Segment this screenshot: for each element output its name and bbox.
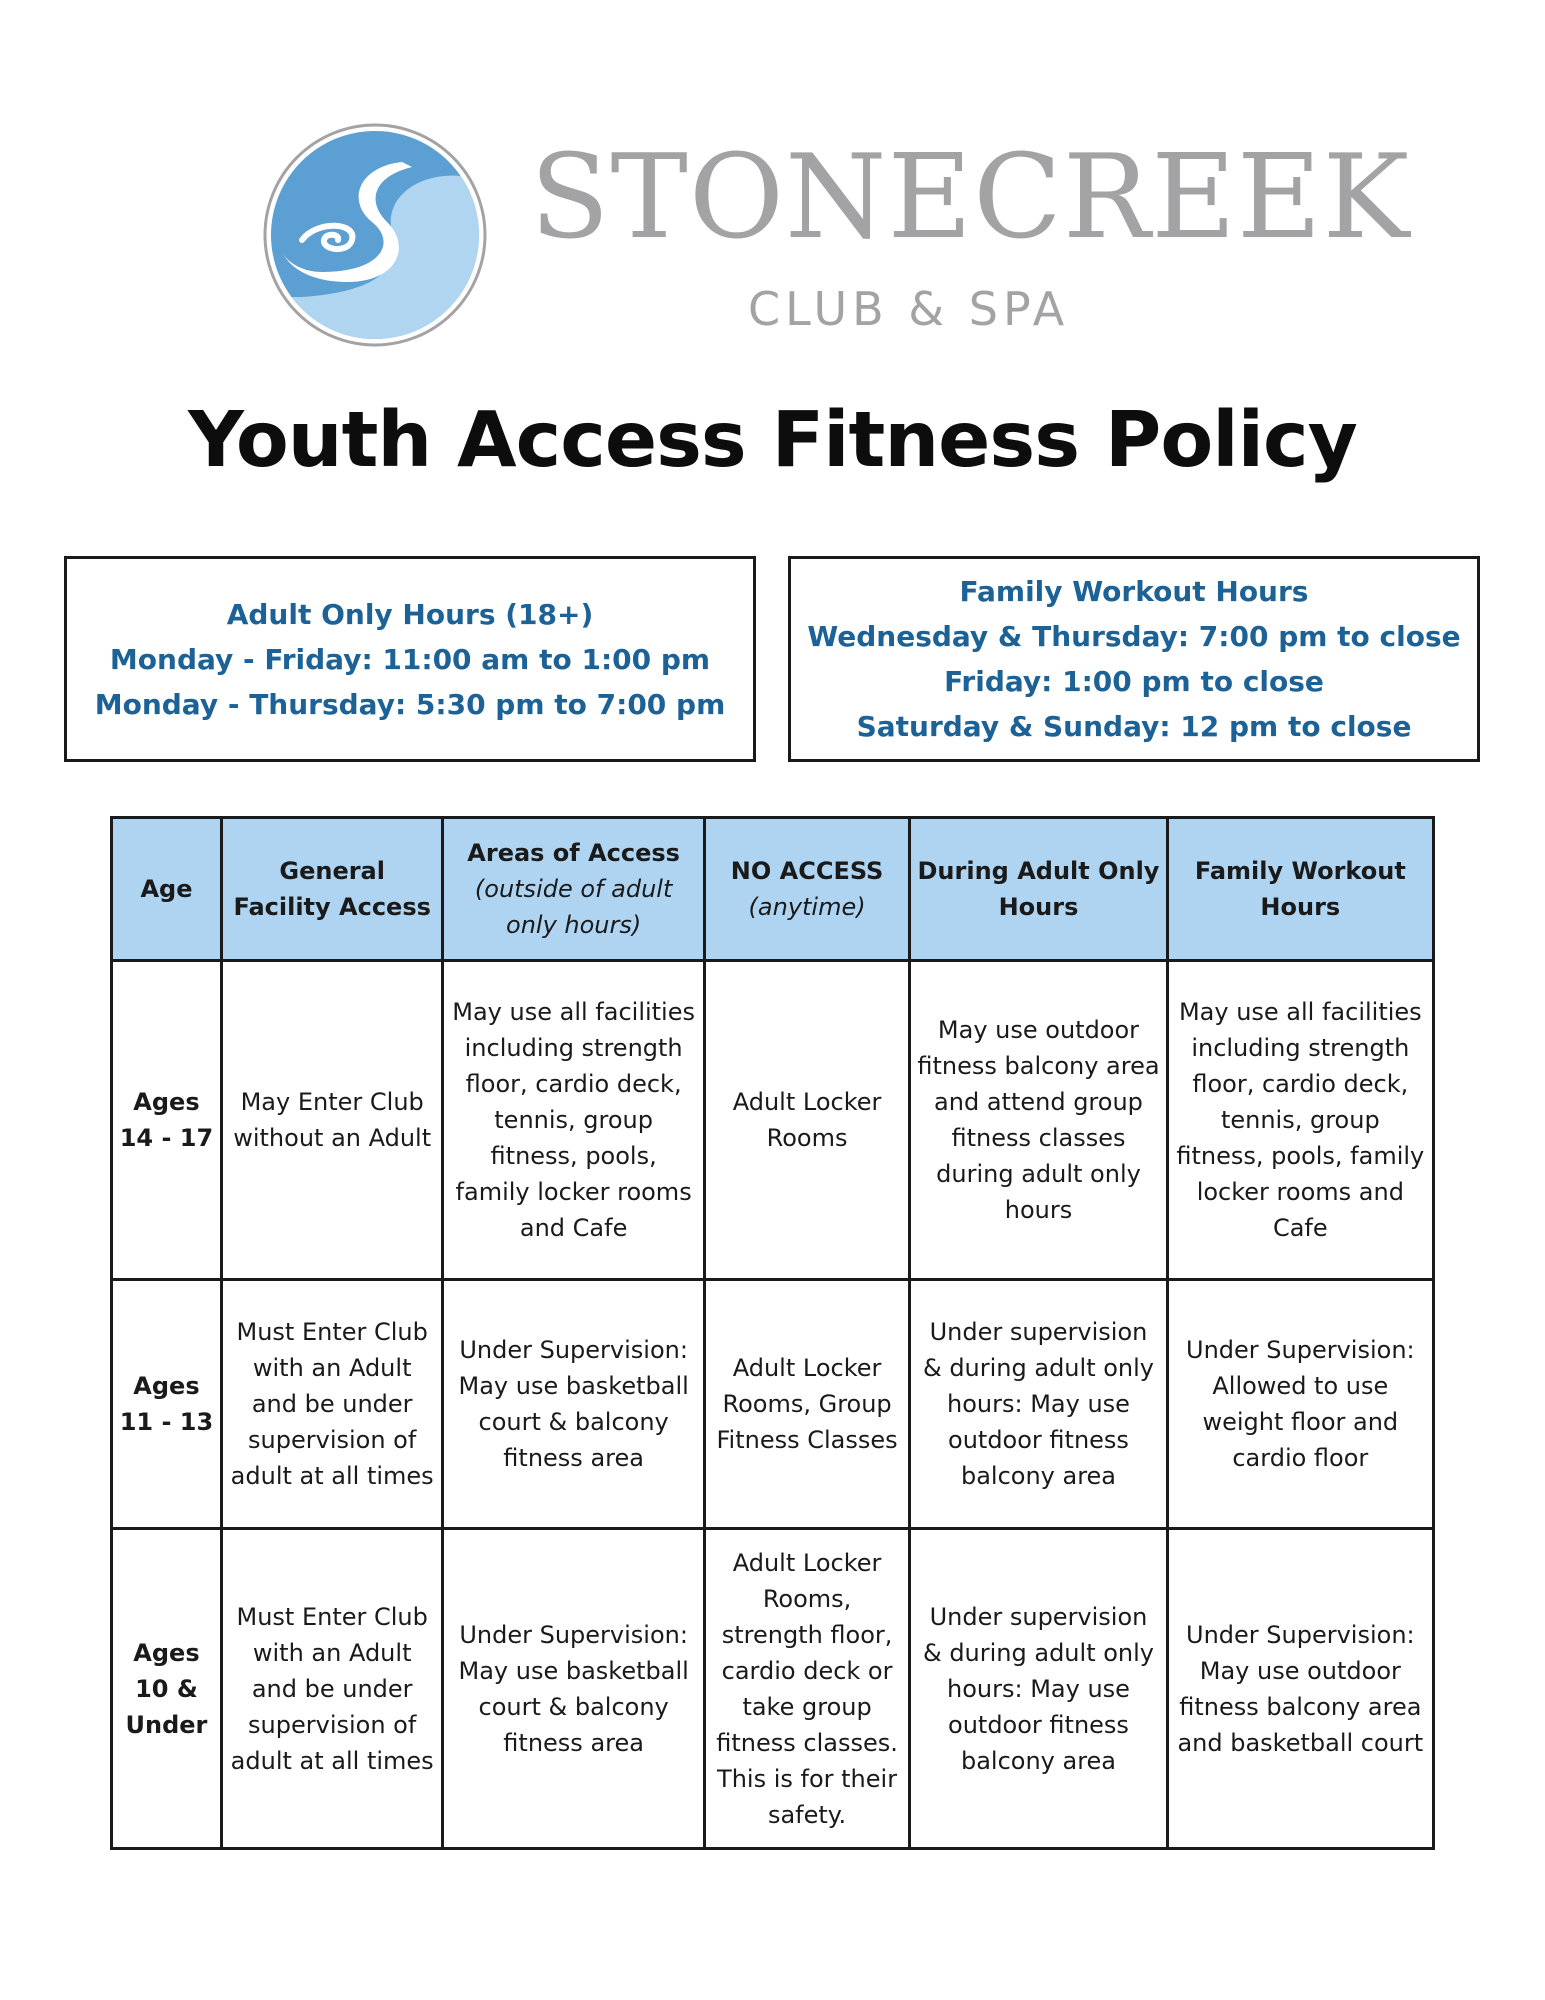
table-cell: Under Supervision: May use basketball court & balcony fitness area — [443, 1529, 704, 1849]
table-cell: Under Supervision: May use outdoor fitness balcony area and basketball court — [1167, 1529, 1433, 1849]
header-label: General Facility Access — [233, 857, 431, 921]
header-family-workout-hours — [1167, 818, 1433, 961]
adult-hours-line: Monday - Friday: 11:00 am to 1:00 pm — [109, 642, 711, 676]
table-row — [112, 961, 1434, 1280]
family-hours-line: Wednesday & Thursday: 7:00 pm to close — [807, 620, 1461, 653]
age-cell: Ages 11 - 13 — [112, 1280, 222, 1529]
header-label: Areas of Access — [467, 839, 680, 867]
family-hours-line: Saturday & Sunday: 12 pm to close — [856, 710, 1412, 743]
header-label: Age — [140, 875, 193, 903]
table-cell: Adult Locker Rooms, strength floor, cardio deck or take group fitness classes. This is for their safety. — [704, 1529, 910, 1849]
header-general-facility-access — [221, 818, 443, 961]
stonecreek-swirl-icon — [262, 122, 488, 348]
policy-table — [110, 816, 1435, 1850]
table-cell: May use all facilities including strength floor, cardio deck, tennis, group fitness, pools, family locker rooms and Cafe — [1167, 961, 1433, 1280]
table-cell: Adult Locker Rooms — [704, 961, 910, 1280]
adult-hours-line: Monday - Thursday: 5:30 pm to 7:00 pm — [94, 687, 726, 721]
header-label: Family Workout Hours — [1194, 857, 1406, 921]
header-label: NO ACCESS — [730, 857, 884, 885]
club-logo — [262, 122, 1411, 352]
table-cell: Under Supervision: May use basketball court & balcony fitness area — [443, 1280, 704, 1529]
header-label: During Adult Only Hours — [917, 857, 1160, 921]
family-hours-heading: Family Workout Hours — [959, 575, 1309, 608]
adult-hours-heading: Adult Only Hours (18+) — [226, 597, 594, 631]
age-cell: Ages 10 & Under — [112, 1529, 222, 1849]
table-cell: Under supervision & during adult only hours: May use outdoor fitness balcony area — [910, 1280, 1167, 1529]
table-cell: May use outdoor fitness balcony area and attend group fitness classes during adult only hours — [910, 961, 1167, 1280]
table-cell: May use all facilities including strength floor, cardio deck, tennis, group fitness, pools, family locker rooms and Cafe — [443, 961, 704, 1280]
table-cell: Must Enter Club with an Adult and be under supervision of adult at all times — [221, 1529, 443, 1849]
table-header-row — [112, 818, 1434, 961]
table-cell: Must Enter Club with an Adult and be under supervision of adult at all times — [221, 1280, 443, 1529]
table-row — [112, 1280, 1434, 1529]
header-areas-of-access — [443, 818, 704, 961]
family-workout-hours-box — [788, 556, 1480, 762]
header-no-access — [704, 818, 910, 961]
table-cell: Adult Locker Rooms, Group Fitness Classes — [704, 1280, 910, 1529]
logo-name: STONECREEK — [530, 130, 1411, 265]
adult-only-hours-box — [64, 556, 756, 762]
page-title: Youth Access Fitness Policy — [188, 396, 1357, 485]
table-cell: Under Supervision: Allowed to use weight floor and cardio floor — [1167, 1280, 1433, 1529]
table-row — [112, 1529, 1434, 1849]
header-adult-only-hours — [910, 818, 1167, 961]
age-cell: Ages 14 - 17 — [112, 961, 222, 1280]
logo-subtitle: CLUB & SPA — [748, 282, 1070, 336]
table-cell: May Enter Club without an Adult — [221, 961, 443, 1280]
table-cell: Under supervision & during adult only hours: May use outdoor fitness balcony area — [910, 1529, 1167, 1849]
header-age — [112, 818, 222, 961]
header-sublabel: (anytime) — [748, 893, 866, 921]
header-sublabel: (outside of adult only hours) — [474, 875, 673, 939]
family-hours-line: Friday: 1:00 pm to close — [944, 665, 1324, 698]
